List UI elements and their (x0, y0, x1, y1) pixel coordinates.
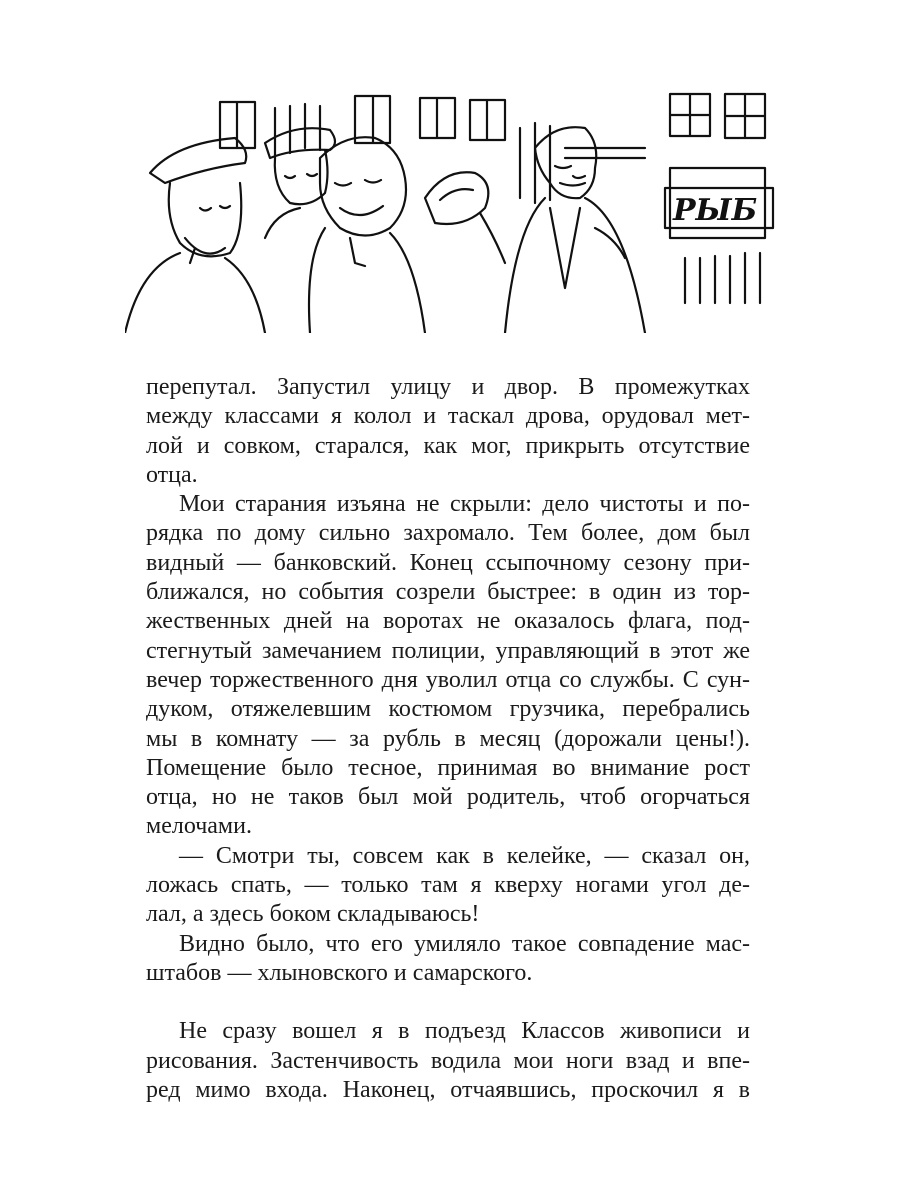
paragraph-line: ред мимо входа. Наконец, отчаявшись, проскочил я в (146, 1076, 750, 1103)
paragraph-line: стегнутый замечанием полиции, управляющий в этот же (146, 637, 750, 664)
paragraph-line: — Смотри ты, совсем как в келейке, — сказал он, (179, 842, 750, 869)
paragraph-line: ложась спать, — только там я кверху ногами угол де- (146, 872, 750, 899)
paragraph-line: жественных дней на воротах не оказалось флага, под- (146, 608, 750, 635)
paragraph-line: штабов — хлыновского и самарского. (146, 959, 533, 986)
paragraph-line: Мои старания изъяна не скрыли: дело чистоты и по- (179, 491, 750, 518)
paragraph-line: Не сразу вошел я в подъезд Классов живописи и (179, 1018, 750, 1045)
street-scene-illustration-icon (125, 88, 775, 333)
shop-sign-text: РЫБ (673, 193, 758, 228)
paragraph-line: перепутал. Запустил улицу и двор. В промежутках (146, 374, 750, 400)
paragraph-line: лой и совком, старался, как мог, прикрыть отсутствие (146, 432, 750, 459)
paragraph-line: рисования. Застенчивость водила мои ноги взад и впе- (146, 1047, 750, 1074)
paragraph-line: отца, но не таков был мой родитель, чтоб огорчаться (146, 784, 750, 811)
paragraph-line: мы в комнату — за рубль в месяц (дорожали цены!). (146, 725, 750, 752)
paragraph-line: отца. (146, 461, 198, 488)
paragraph-line: Помещение было тесное, принимая во внимание рост (146, 754, 750, 781)
paragraph-line: рядка по дому сильно захромало. Тем более, дом был (146, 520, 750, 547)
paragraph-line: ближался, но события созрели быстрее: в один из тор- (146, 579, 750, 606)
paragraph-line: видный — банковский. Конец ссыпочному сезону при- (146, 549, 750, 576)
paragraph-line: Видно было, что его умиляло такое совпадение мас- (179, 930, 750, 957)
paragraph-line: между классами я колол и таскал дрова, орудовал мет- (146, 403, 750, 430)
paragraph-line: дуком, отяжелевшим костюмом грузчика, перебрались (146, 696, 750, 723)
section-break (146, 988, 750, 1017)
main-text (146, 373, 750, 1105)
paragraph-line: лал, а здесь боком складываюсь! (146, 901, 480, 928)
paragraph-line: мелочами. (146, 813, 252, 840)
paragraph-line: вечер торжественного дня уволил отца со службы. С сун- (146, 666, 750, 693)
